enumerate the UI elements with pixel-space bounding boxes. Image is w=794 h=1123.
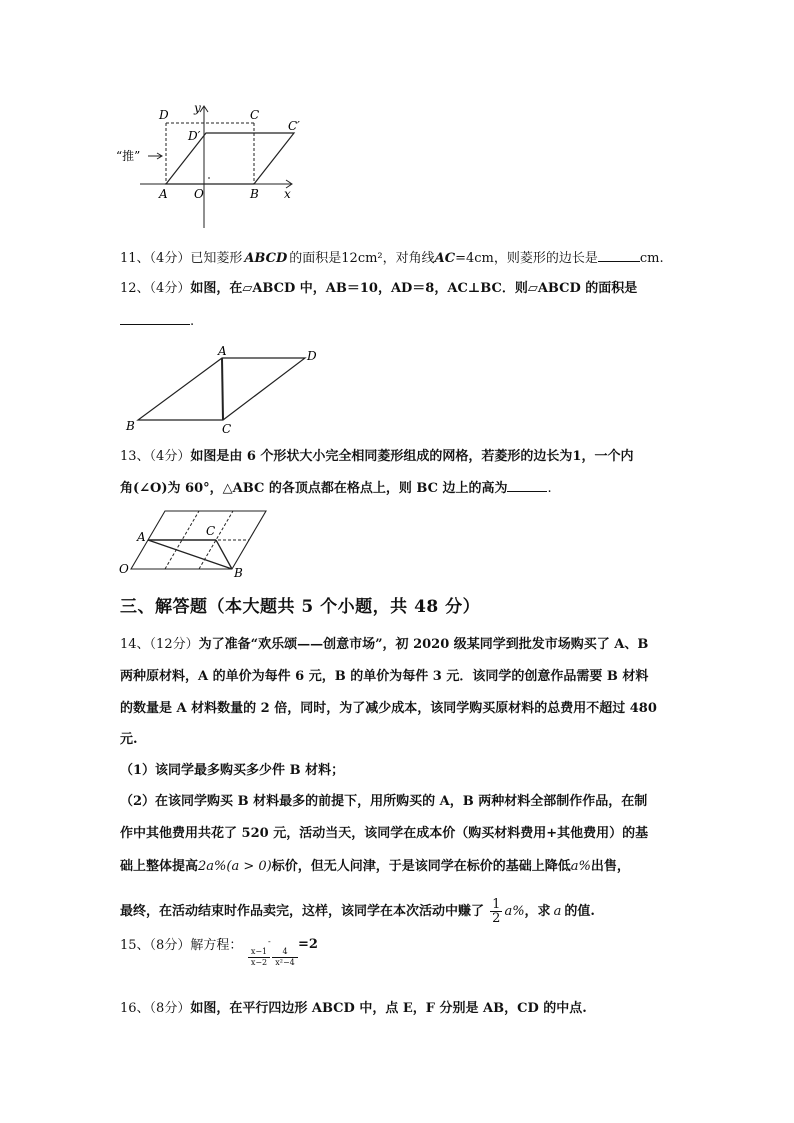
question-text: 已知菱形 xyxy=(190,251,243,266)
question-text: 为了准备“欢乐颂——创意市场”，初 2020 级某同学到批发市场购买了 A、B xyxy=(198,637,649,652)
fraction-1-denominator: x−2 xyxy=(250,958,268,967)
question-text: 角(∠O)为 60°，△ABC 的各顶点都在格点上，则 BC 边上的高为 xyxy=(120,481,508,496)
label-O: O xyxy=(119,562,129,576)
question-text: 的值. xyxy=(564,904,595,919)
question-number: 11、（4分） xyxy=(120,251,191,266)
equation-minus: - xyxy=(268,937,271,946)
question-text: 如图，在平行四边形 ABCD 中，点 E，F 分别是 AB，CD 的中点. xyxy=(190,1001,587,1016)
question-14-sub2-line2: 作中其他费用共花了 520 元，活动当天，该同学在成本价（购买材料费用+其他费用）的基 xyxy=(120,826,649,841)
question-number: 16、（8分） xyxy=(120,1001,191,1016)
question-text: 如图是由 6 个形状大小完全相同菱形组成的网格，若菱形的边长为1，一个内 xyxy=(190,449,634,464)
segment-AB xyxy=(148,540,232,569)
question-13 xyxy=(120,448,633,466)
math-expression: a% xyxy=(570,859,591,874)
fraction-2-denominator: x²−4 xyxy=(275,958,295,967)
label-B: B xyxy=(234,566,243,580)
shape-name: ABCD xyxy=(244,251,288,266)
question-text: =4cm，则菱形的边长是 xyxy=(455,251,598,266)
question-text: 出售， xyxy=(590,859,630,874)
question-14-line4: 元. xyxy=(120,732,138,747)
question-14-sub2-line3 xyxy=(120,858,630,876)
label-A: A xyxy=(159,187,168,201)
fraction-one-half xyxy=(490,898,502,925)
question-text: 最终，在活动结束时作品卖完，这样，该同学在本次活动中赚了 xyxy=(120,904,485,919)
question-14-sub1: （1）该同学最多购买多少件 B 材料； xyxy=(120,763,345,778)
label-D: D xyxy=(159,108,169,122)
question-15 xyxy=(120,937,242,955)
label-D: D xyxy=(307,349,317,363)
question-13-line2 xyxy=(120,479,552,498)
parallelogram-ADprimeCprimeB xyxy=(166,133,294,184)
end-period: . xyxy=(547,481,552,496)
fraction-2-numerator: 4 xyxy=(272,947,298,958)
diagonal-name: AC xyxy=(434,251,456,266)
question-14-line1 xyxy=(120,636,648,654)
section-title: 三、解答题（本大题共 5 个小题，共 48 分） xyxy=(120,597,481,617)
question-text: 础上整体提高 xyxy=(120,859,199,874)
question-14-line2: 两种原材料，A 的单价为每件 6 元，B 的单价为每件 3 元．该同学的创意作品需要 B 材料 xyxy=(120,669,649,684)
question-text: 标价，但无人问津，于是该同学在标价的基础上降低 xyxy=(271,859,571,874)
math-variable: a xyxy=(553,904,562,919)
label-D-prime: D′ xyxy=(188,129,201,143)
answer-blank xyxy=(120,312,190,325)
question-text: ，求 xyxy=(524,904,551,919)
answer-blank xyxy=(598,249,640,262)
answer-blank xyxy=(507,479,547,492)
math-expression: 2a%(a > 0) xyxy=(198,859,272,874)
question-11 xyxy=(120,249,664,268)
label-O: O xyxy=(194,187,204,201)
question-14-sub2-line1: （2）在该同学购买 B 材料最多的前提下，用所购买的 A，B 两种材料全部制作作品，在制 xyxy=(120,794,648,809)
label-A: A xyxy=(137,530,146,544)
fraction-1 xyxy=(248,947,270,968)
question-16 xyxy=(120,1000,587,1018)
fraction-numerator: 1 xyxy=(492,897,501,912)
question-text: 解方程： xyxy=(190,938,243,953)
figure-parallelogram-push xyxy=(112,100,302,230)
label-A: A xyxy=(218,344,227,358)
math-expression: a% xyxy=(504,904,525,919)
end-period: . xyxy=(190,314,195,329)
question-number: 13、（4分） xyxy=(120,449,191,464)
fraction-1-numerator: x−1 xyxy=(248,947,270,958)
label-push: “推” xyxy=(116,149,141,163)
question-text: 如图，在▱ABCD 中，AB＝10，AD＝8，AC⊥BC．则▱ABCD 的面积是 xyxy=(190,281,638,296)
label-C: C xyxy=(206,524,216,538)
figure-rhombus-grid xyxy=(115,505,275,580)
question-text: 的面积是12cm²，对角线 xyxy=(289,251,435,266)
equation-rhs: =2 xyxy=(298,937,318,952)
label-B: B xyxy=(126,419,135,433)
question-12-answer-line xyxy=(120,312,194,331)
question-number: 12、（4分） xyxy=(120,281,191,296)
question-number: 15、（8分） xyxy=(120,938,191,953)
question-number: 14、（12分） xyxy=(120,637,199,652)
label-B: B xyxy=(250,187,259,201)
question-14-line3: 的数量是 A 材料数量的 2 倍，同时，为了减少成本，该同学购买原材料的总费用不超过 480 xyxy=(120,701,657,716)
label-C: C xyxy=(222,422,232,436)
question-12 xyxy=(120,280,637,298)
label-x: x xyxy=(284,187,291,201)
label-y: y xyxy=(194,101,201,115)
diagonal-AC xyxy=(222,358,223,420)
fraction-denominator: 2 xyxy=(492,911,501,926)
unit: cm. xyxy=(639,251,664,266)
question-14-sub2-line4 xyxy=(120,898,595,925)
fraction-2 xyxy=(272,947,298,968)
label-C-prime: C′ xyxy=(288,119,300,133)
figure-parallelogram-ABCD xyxy=(120,342,330,437)
label-C: C xyxy=(250,108,260,122)
